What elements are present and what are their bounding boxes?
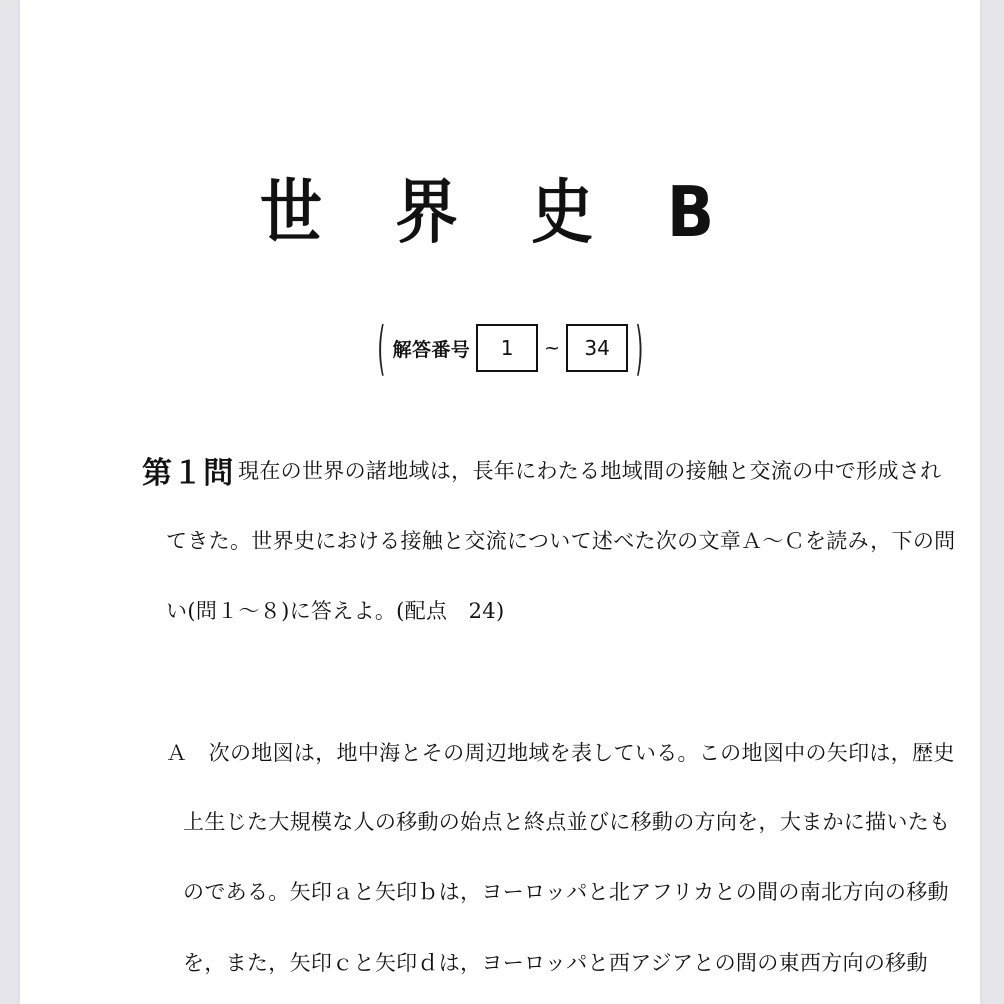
section-a-line: を，また，矢印ｃと矢印ｄは，ヨーロッパと西アジアとの間の東西方向の移動 xyxy=(183,951,928,975)
answer-range-label: 解答番号 xyxy=(392,338,471,361)
page-title: 世 界 史 B xyxy=(259,171,741,254)
exam-page xyxy=(20,0,980,1004)
question-intro-line: い(問１～８)に答えよ。(配点 24) xyxy=(166,599,505,623)
answer-range-separator: ~ xyxy=(544,337,561,359)
answer-range-end-box: 34 xyxy=(566,324,628,372)
section-a-line: のである。矢印ａと矢印ｂは，ヨーロッパと北アフリカとの間の南北方向の移動 xyxy=(183,880,949,904)
answer-number-range xyxy=(370,316,651,380)
section-a-line: Ａ 次の地図は，地中海とその周辺地域を表している。この地図中の矢印は，歴史 xyxy=(166,741,955,765)
question-heading: 第１問 xyxy=(142,456,234,491)
open-paren-icon: ( xyxy=(377,314,386,382)
question-intro-line: てきた。世界史における接触と交流について述べた次の文章Ａ～Ｃを読み，下の問 xyxy=(166,529,956,553)
section-a-line: 上生じた大規模な人の移動の始点と終点並びに移動の方向を，大まかに描いたも xyxy=(183,810,951,834)
answer-range-start-box: 1 xyxy=(476,324,538,372)
question-intro-line: 現在の世界の諸地域は，長年にわたる地域間の接触と交流の中で形成され xyxy=(238,459,942,483)
close-paren-icon: ) xyxy=(635,314,644,382)
